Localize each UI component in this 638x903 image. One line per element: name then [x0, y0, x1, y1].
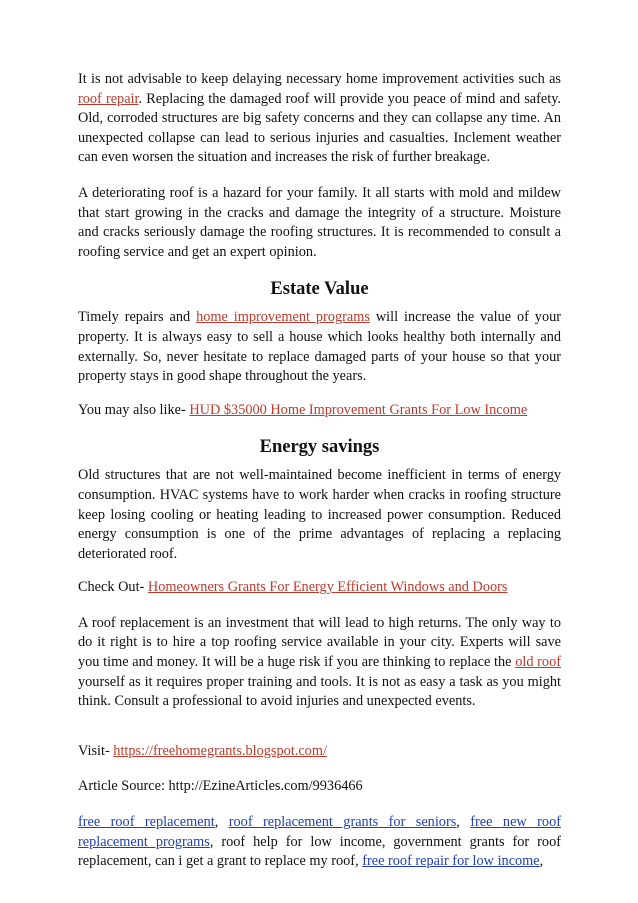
- heading-energy-savings: Energy savings: [259, 437, 380, 458]
- text: ,: [214, 814, 229, 831]
- text: yourself as it requires proper training and tools. It is not as easy a task as you might think. Consult a professional to avoid injuries and unexpected events.: [78, 673, 561, 710]
- text: Check Out-: [78, 579, 148, 596]
- link-blog[interactable]: https://freehomegrants.blogspot.com/: [113, 742, 327, 759]
- tag-link-free-roof-repair[interactable]: free roof repair for low income: [362, 853, 540, 870]
- paragraph-energy: Old structures that are not well-maintained become inefficient in terms of energy consumption. HVAC systems have to work harder when cracks in roofing structure keep losing cooling or heating leading to increased power consumption. Reduced energy consumption is one of the prime advantages of replacing a replacing deteriorated roof.: [78, 467, 561, 562]
- paragraph-article-source: Article Source: http://EzineArticles.com/9936466: [78, 778, 363, 795]
- paragraph-also-like: [78, 401, 561, 421]
- paragraph-tags: [78, 813, 561, 872]
- text: ,: [539, 853, 544, 870]
- paragraph-check-out: [78, 578, 561, 598]
- tag-link-new-roof-programs[interactable]: free new roof replacement programs: [78, 814, 561, 850]
- paragraph-roof-repair: [78, 70, 561, 168]
- article-body: [78, 70, 561, 888]
- tag-link-grants-seniors[interactable]: roof replacement grants for seniors: [228, 814, 457, 831]
- text: . Replacing the damaged roof will provide you peace of mind and safety. Old, corroded structures are big safety concerns and they can collapse any time. An unexpected collapse can lead to serious injuries and casualties. Inclement weather can even worsen the situation and increases the risk of further breakage.: [78, 90, 561, 166]
- tag-link-free-roof-replacement[interactable]: free roof replacement: [78, 814, 215, 831]
- paragraph-investment: [78, 614, 561, 712]
- link-home-improvement-programs[interactable]: home improvement programs: [196, 309, 370, 326]
- paragraph-visit: [78, 742, 561, 762]
- link-energy-efficient-grants[interactable]: Homeowners Grants For Energy Efficient Windows and Doors: [147, 579, 508, 596]
- heading-estate-value: Estate Value: [270, 279, 369, 300]
- text: It is not advisable to keep delaying necessary home improvement activities such as: [78, 71, 561, 87]
- text: Visit-: [78, 742, 114, 759]
- text: , roof help for low income, government grants for roof replacement, can i get a grant to replace my roof,: [78, 833, 561, 870]
- text: A roof replacement is an investment that will lead to high returns. The only way to do it right is to hire a top roofing service available in your city. Experts will save you time and money. It will be a huge risk if you are thinking to replace the: [78, 614, 561, 671]
- link-hud-grants[interactable]: HUD $35000 Home Improvement Grants For Low Income: [189, 401, 528, 418]
- link-roof-repair[interactable]: roof repair: [78, 90, 139, 107]
- paragraph-hazard: A deteriorating roof is a hazard for your family. It all starts with mold and mildew that start growing in the cracks and damage the integrity of a structure. Moisture and cracks seriously damage the roofing structures. It is recommended to consult a roofing service and get an expert opinion.: [78, 184, 561, 260]
- spacer: [78, 728, 561, 742]
- link-old-roof[interactable]: old roof: [515, 654, 561, 671]
- text: Timely repairs and: [78, 309, 197, 326]
- text: You may also like-: [78, 401, 190, 418]
- paragraph-estate: [78, 308, 561, 386]
- text: ,: [456, 814, 471, 831]
- text: will increase the value of your property. It is always easy to sell a house which looks healthy both internally and externally. So, never hesitate to replace damaged parts of your house so that your property stays in good shape throughout the years.: [78, 309, 561, 385]
